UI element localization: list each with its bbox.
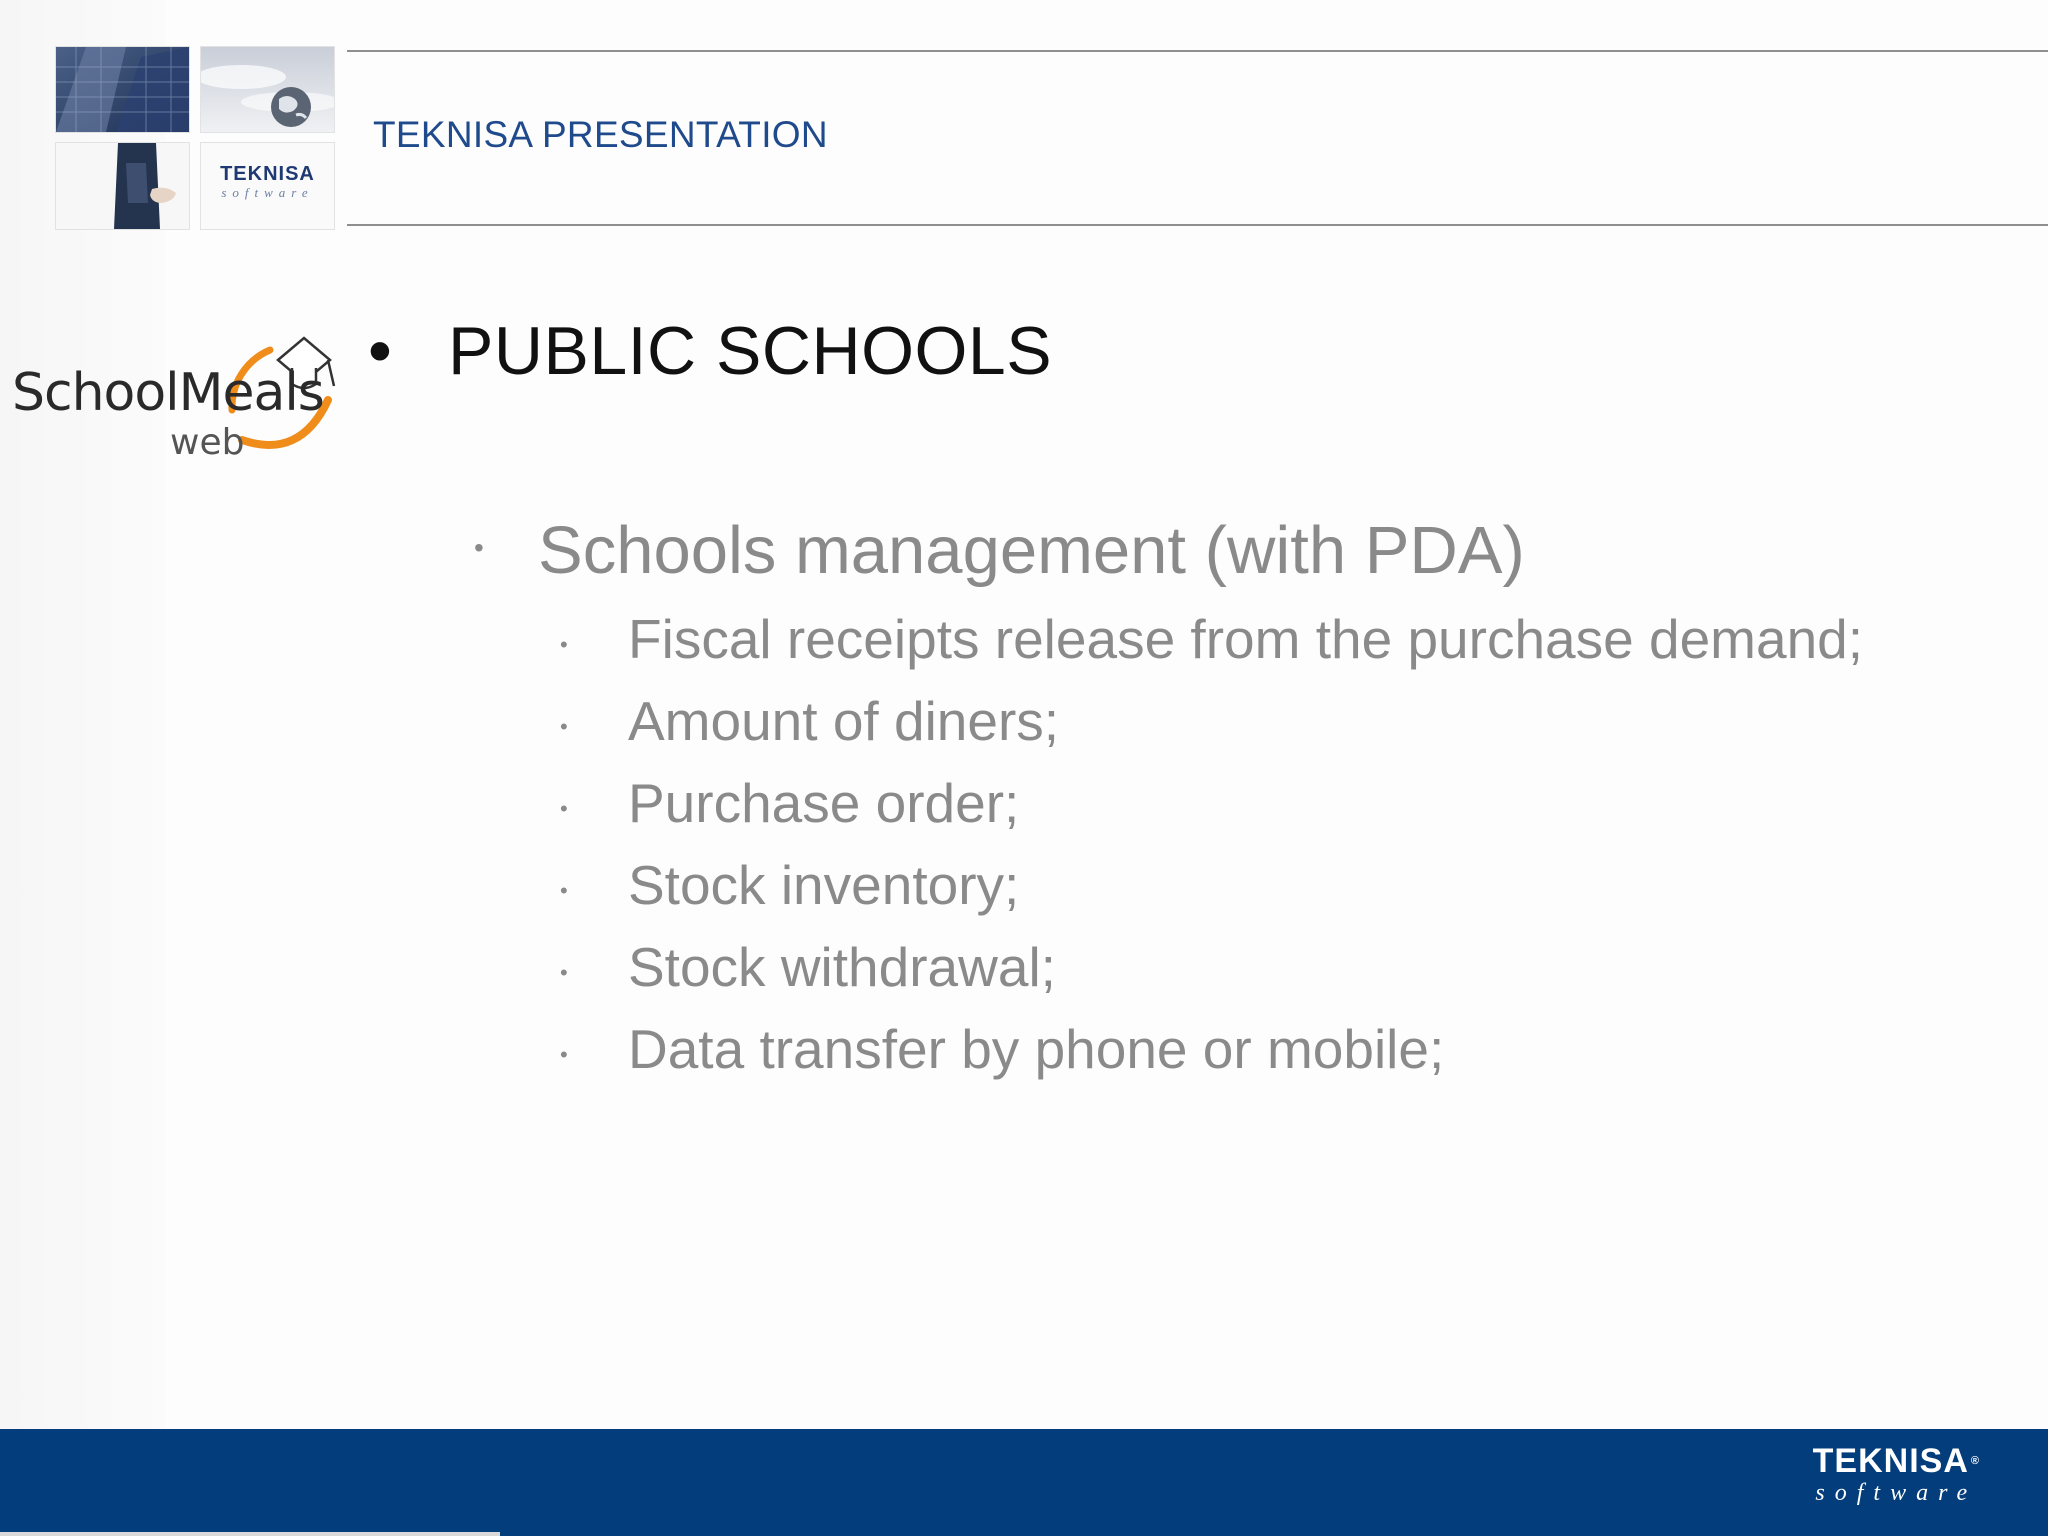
list-item-text: Stock inventory; <box>628 854 1020 916</box>
footer-accent-line <box>0 1532 500 1536</box>
list-item-text: Amount of diners; <box>628 690 1060 752</box>
logo-name-text: SchoolMeals <box>12 363 324 423</box>
logo-sub-text: web <box>170 422 245 463</box>
list-item-text: Stock withdrawal; <box>628 936 1056 998</box>
list-bullet: • <box>560 1042 568 1067</box>
header-rule-bottom <box>347 224 2048 226</box>
footer-brand: TEKNISA <box>1812 1442 1969 1480</box>
slide-subheading: Schools management (with PDA) <box>538 513 1525 588</box>
list-item-text: Data transfer by phone or mobile; <box>628 1018 1445 1080</box>
footer-teknisa-logo <box>1813 1443 1980 1507</box>
schoolmeals-logo <box>10 330 350 465</box>
collage-brand: TEKNISA <box>220 163 315 185</box>
footer-brand-sub: software <box>1815 1480 1978 1506</box>
footer-registered-mark: ® <box>1970 1455 1980 1467</box>
teknisa-logo-tile <box>200 142 335 230</box>
footer-bar <box>0 1429 2048 1536</box>
list-bullet: • <box>560 714 568 739</box>
list-bullet: • <box>560 796 568 821</box>
list-bullet: • <box>560 632 568 657</box>
globe-photo <box>200 46 335 133</box>
slide-heading: PUBLIC SCHOOLS <box>448 313 1053 389</box>
collage-brand-sub: software <box>221 185 314 200</box>
list-bullet: • <box>560 960 568 985</box>
header-rule-top <box>347 50 2048 52</box>
list-bullet: • <box>560 878 568 903</box>
list-item-text: Fiscal receipts release from the purchase demand; <box>628 608 1864 670</box>
subheading-bullet: • <box>474 532 484 563</box>
buildings-photo <box>55 46 190 133</box>
list-item-text: Purchase order; <box>628 772 1020 834</box>
header-title: TEKNISA PRESENTATION <box>373 114 828 155</box>
header-image-collage <box>55 46 335 228</box>
heading-bullet: • <box>368 313 392 389</box>
footer-brand-wrap <box>1813 1443 1980 1479</box>
handshake-photo <box>55 142 190 230</box>
